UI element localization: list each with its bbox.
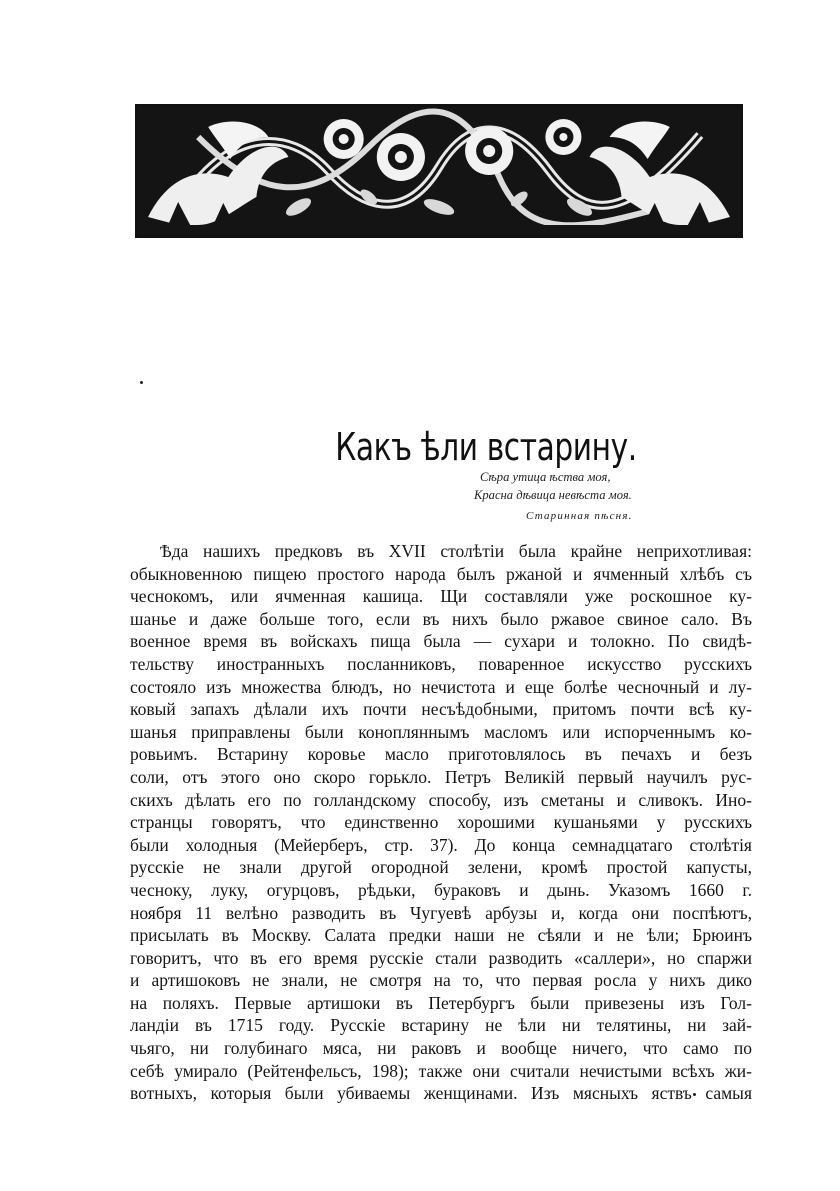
text-line: чьяго, ни голубинаго мяса, ни раковъ и вообще ничего, что само по bbox=[130, 1038, 752, 1059]
epigraph bbox=[474, 468, 714, 525]
text-line: ровьимъ. Встарину коровье масло приготовлялось въ печахъ и безъ bbox=[130, 744, 752, 765]
ink-speck bbox=[140, 381, 143, 384]
text-line: соли, отъ этого оно скоро горькло. Петръ Великій первый научилъ рус- bbox=[130, 766, 752, 787]
text-line: ковый запахъ дѣлали ихъ почти несъѣдобными, притомъ почти всѣ ку- bbox=[130, 699, 752, 720]
epigraph-line: Красна дѣвица невѣста моя. bbox=[474, 488, 632, 502]
epigraph-source: Старинная пѣсня. bbox=[526, 510, 633, 522]
epigraph-line: Сѣра утица ѣства моя, bbox=[480, 470, 611, 484]
ornamental-headpiece bbox=[135, 104, 743, 238]
text-line: говоритъ, что въ его время русскіе стали разводить «саллери», но спаржи bbox=[130, 947, 752, 968]
text-line: присылать въ Москву. Салата предки наши не сѣяли и не ѣли; Брюинъ bbox=[130, 925, 752, 946]
text-line: скихъ дѣлать его по голландскому способу, изъ сметаны и сливокъ. Ино- bbox=[130, 789, 752, 810]
text-line: военное время въ войскахъ пища была — сухари и толокно. По свидѣ- bbox=[130, 631, 752, 652]
text-line: состояло изъ множества блюдъ, но нечистота и еще болѣе чесночный и лу- bbox=[130, 676, 752, 697]
text-line: чесноку, луку, огурцовъ, рѣдьки, бураковъ и дынь. Указомъ 1660 г. bbox=[130, 879, 752, 900]
text-line: были холодныя (Мейерберъ, стр. 37). До конца семнадцатаго столѣтія bbox=[130, 834, 752, 855]
text-line: вотныхъ, которыя были убиваемы женщинами. Изъ мясныхъ яствъ самыя bbox=[130, 1083, 752, 1104]
text-line: русскіе не знали другой огородной зелени, кромѣ простой капусты, bbox=[130, 857, 752, 878]
text-line: ноября 11 велѣно разводить въ Чугуевѣ арбузы и, когда они поспѣютъ, bbox=[130, 902, 752, 923]
body-text bbox=[130, 540, 752, 1105]
text-line: чеснокомъ, или ячменная кашица. Щи составляли уже роскошное ку- bbox=[130, 586, 752, 607]
text-line: Ѣда нашихъ предковъ въ XVII столѣтіи была крайне неприхотливая: bbox=[160, 541, 752, 561]
headpiece-engraving bbox=[138, 107, 740, 235]
text-line: шанье и даже больше того, если въ нихъ было ржавое свиное сало. Въ bbox=[130, 608, 752, 629]
chapter-title: Какъ ѣли встарину. bbox=[335, 425, 637, 470]
text-line: шанья приправлены были конопляннымъ масломъ или испорченнымъ ко- bbox=[130, 721, 752, 742]
text-line: ландіи въ 1715 году. Русскіе встарину не ѣли ни телятины, ни зай- bbox=[130, 1015, 752, 1036]
text-line: обыкновенною пищею простого народа былъ ржаной и ячменный хлѣбъ съ bbox=[130, 563, 752, 584]
text-line: себѣ умирало (Рейтенфельсъ, 198); также они считали нечистыми всѣхъ жи- bbox=[130, 1060, 752, 1081]
text-line: и артишоковъ не знали, не смотря на то, что первая росла у нихъ дико bbox=[130, 970, 752, 991]
text-line: на поляхъ. Первые артишоки въ Петербургъ были привезены изъ Гол- bbox=[130, 992, 752, 1013]
text-line: странцы говорятъ, что единственно хорошими кушаньями у русскихъ bbox=[130, 812, 752, 833]
text-line: тельству иностранныхъ посланниковъ, поваренное искусство русскихъ bbox=[130, 653, 752, 674]
